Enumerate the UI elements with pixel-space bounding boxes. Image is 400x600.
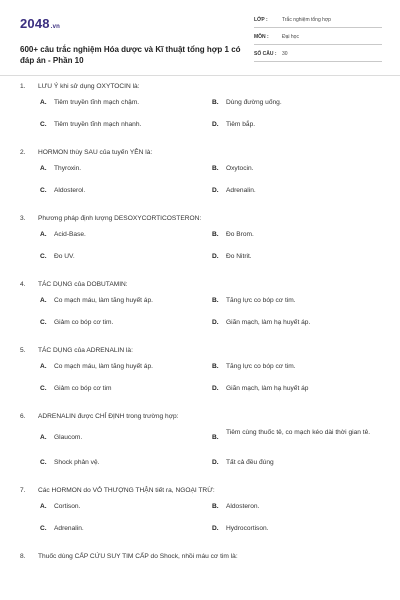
answer-letter: A.	[40, 363, 47, 370]
answer-letter: C.	[40, 187, 47, 194]
question-number: 7.	[20, 487, 26, 494]
document-header	[20, 14, 382, 76]
meta-value: Đại học	[282, 34, 299, 40]
answer-option[interactable]	[212, 230, 382, 240]
answer-letter: A.	[40, 503, 47, 510]
answer-letter: C.	[40, 121, 47, 128]
question-text	[20, 278, 382, 292]
answer-list	[40, 226, 382, 270]
answer-letter: B.	[212, 434, 219, 441]
meta-subject	[254, 31, 382, 45]
answer-option[interactable]	[40, 164, 200, 174]
answer-list	[40, 498, 382, 542]
answer-letter: D.	[212, 253, 219, 260]
answer-option[interactable]	[212, 502, 382, 512]
answer-letter: C.	[40, 459, 47, 466]
answer-letter: A.	[40, 165, 47, 172]
answer-text: Tiêm cùng thuốc tê, co mạch kéo dài thời gian tê.	[226, 429, 371, 436]
answer-row	[40, 424, 382, 454]
answer-option[interactable]	[212, 164, 382, 174]
answer-row	[40, 520, 382, 542]
question-item	[20, 80, 382, 138]
meta-label: SỐ CÂU :	[254, 51, 277, 57]
meta-class	[254, 14, 382, 28]
answer-list	[40, 160, 382, 204]
question-text	[20, 410, 382, 424]
answer-option[interactable]	[40, 433, 200, 443]
site-logo[interactable]	[20, 16, 60, 31]
answer-text: Aldosteron.	[226, 503, 260, 510]
answer-option[interactable]	[40, 362, 200, 372]
answer-row	[40, 454, 382, 476]
logo-main: 2048	[20, 16, 50, 31]
answer-row	[40, 358, 382, 380]
question-item	[20, 410, 382, 476]
answer-row	[40, 116, 382, 138]
answer-letter: B.	[212, 503, 219, 510]
question-item	[20, 344, 382, 402]
answer-list	[40, 94, 382, 138]
question-number: 1.	[20, 83, 26, 90]
answer-option[interactable]	[40, 524, 200, 534]
answer-text: Đo Nitrit.	[226, 253, 252, 260]
answer-option[interactable]	[212, 362, 382, 372]
answer-option[interactable]	[212, 458, 382, 468]
question-stem: LƯU Ý khi sử dụng OXYTOCIN là:	[38, 83, 140, 90]
answer-row	[40, 226, 382, 248]
question-item	[20, 550, 382, 564]
logo-suffix: .vn	[50, 24, 61, 30]
answer-text: Shock phản vệ.	[54, 459, 100, 466]
answer-option[interactable]	[212, 384, 382, 394]
answer-option[interactable]	[212, 120, 382, 130]
answer-text: Giảm co bóp cơ tim	[54, 385, 112, 392]
answer-text: Glaucom.	[54, 434, 83, 441]
answer-option[interactable]	[212, 524, 382, 534]
answer-text: Tiêm truyền tĩnh mạch nhanh.	[54, 121, 142, 128]
question-text	[20, 484, 382, 498]
answer-letter: D.	[212, 187, 219, 194]
question-number: 4.	[20, 281, 26, 288]
answer-letter: A.	[40, 231, 47, 238]
answer-letter: B.	[212, 231, 219, 238]
answer-text: Acid-Base.	[54, 231, 86, 238]
question-stem: TÁC DỤNG của DOBUTAMIN:	[38, 281, 128, 288]
question-stem: ADRENALIN được CHỈ ĐỊNH trong trường hợp:	[38, 413, 179, 420]
answer-letter: C.	[40, 385, 47, 392]
question-item	[20, 146, 382, 204]
answer-text: Tăng lực co bóp cơ tim.	[226, 297, 296, 304]
answer-option[interactable]	[212, 318, 382, 328]
question-number: 3.	[20, 215, 26, 222]
answer-text: Đo UV.	[54, 253, 75, 260]
answer-letter: C.	[40, 525, 47, 532]
answer-text: Dùng đường uống.	[226, 99, 282, 106]
answer-letter: D.	[212, 385, 219, 392]
answer-text: Hydrocortison.	[226, 525, 269, 532]
answer-text: Adrenalin.	[226, 187, 256, 194]
answer-option[interactable]	[40, 230, 200, 240]
meta-value: Trắc nghiệm tổng hợp	[282, 17, 331, 23]
answer-option[interactable]	[212, 98, 382, 108]
answer-text: Tăng lực co bóp cơ tim.	[226, 363, 296, 370]
question-number: 5.	[20, 347, 26, 354]
question-item	[20, 212, 382, 270]
header-divider	[0, 75, 400, 76]
answer-text: Thyroxin.	[54, 165, 82, 172]
answer-option[interactable]	[212, 186, 382, 196]
answer-letter: B.	[212, 363, 219, 370]
answer-text: Cortison.	[54, 503, 81, 510]
answer-option[interactable]	[40, 186, 200, 196]
question-stem: Thuốc dùng CẤP CỨU SUY TIM CẤP do Shock, nhồi máu cơ tim là:	[38, 553, 238, 560]
question-text	[20, 80, 382, 94]
answer-letter: D.	[212, 525, 219, 532]
answer-text: Co mạch máu, làm tăng huyết áp.	[54, 297, 153, 304]
answer-option[interactable]	[212, 296, 382, 306]
question-item	[20, 484, 382, 542]
answer-letter: A.	[40, 99, 47, 106]
meta-label: LỚP :	[254, 17, 268, 23]
answer-row	[40, 314, 382, 336]
question-number: 2.	[20, 149, 26, 156]
answer-row	[40, 498, 382, 520]
answer-text: Adrenalin.	[54, 525, 84, 532]
answer-text: Giảm co bóp cơ tim.	[54, 319, 114, 326]
question-stem: Các HORMON do VỎ THƯỢNG THẬN tiết ra, NGOẠI TRỪ:	[38, 487, 215, 494]
answer-row	[40, 292, 382, 314]
document-title: 600+ câu trắc nghiệm Hóa dược và Kĩ thuật tổng hợp 1 có đáp án - Phần 10	[20, 45, 241, 65]
question-stem: TÁC DỤNG của ADRENALIN là:	[38, 347, 133, 354]
answer-text: Aldosterol.	[54, 187, 86, 194]
question-item	[20, 278, 382, 336]
answer-letter: D.	[212, 121, 219, 128]
answer-letter: C.	[40, 253, 47, 260]
answer-list	[40, 358, 382, 402]
answer-row	[40, 160, 382, 182]
answer-text: Tiêm truyền tĩnh mạch chậm.	[54, 99, 140, 106]
answer-option[interactable]	[40, 318, 200, 328]
answer-option[interactable]	[40, 98, 200, 108]
answer-text: Oxytocin.	[226, 165, 254, 172]
answer-text: Co mạch máu, làm tăng huyết áp.	[54, 363, 153, 370]
question-text	[20, 550, 382, 564]
question-number: 8.	[20, 553, 26, 560]
answer-option[interactable]	[40, 296, 200, 306]
question-stem: Phương pháp định lượng DESOXYCORTICOSTERON:	[38, 215, 202, 222]
meta-count	[254, 48, 382, 62]
answer-letter: B.	[212, 165, 219, 172]
meta-label: MÔN :	[254, 34, 269, 40]
answer-text: Tất cả đều đúng	[226, 459, 274, 466]
answer-list	[40, 424, 382, 476]
answer-letter: A.	[40, 297, 47, 304]
answer-text: Đo Brom.	[226, 231, 254, 238]
answer-row	[40, 248, 382, 270]
answer-letter: D.	[212, 459, 219, 466]
meta-value: 30	[282, 51, 288, 57]
answer-row	[40, 182, 382, 204]
answer-text: Tiêm bắp.	[226, 121, 256, 128]
answer-list	[40, 292, 382, 336]
answer-text: Giãn mạch, làm hạ huyết áp	[226, 385, 309, 392]
document-meta	[254, 14, 382, 65]
answer-option[interactable]	[40, 252, 200, 262]
question-list	[20, 80, 382, 564]
answer-option[interactable]	[40, 384, 200, 394]
answer-row	[40, 94, 382, 116]
answer-option[interactable]	[212, 428, 382, 443]
answer-option[interactable]	[40, 120, 200, 130]
answer-letter: B.	[212, 297, 219, 304]
question-number: 6.	[20, 413, 26, 420]
answer-row	[40, 380, 382, 402]
answer-text: Giãn mạch, làm hạ huyết áp.	[226, 319, 311, 326]
answer-option[interactable]	[40, 502, 200, 512]
question-text	[20, 344, 382, 358]
question-text	[20, 212, 382, 226]
question-text	[20, 146, 382, 160]
answer-letter: C.	[40, 319, 47, 326]
answer-letter: B.	[212, 99, 219, 106]
answer-option[interactable]	[212, 252, 382, 262]
answer-option[interactable]	[40, 458, 200, 468]
answer-letter: D.	[212, 319, 219, 326]
question-stem: HORMON thùy SAU của tuyến YÊN là:	[38, 149, 153, 156]
answer-letter: A.	[40, 434, 47, 441]
